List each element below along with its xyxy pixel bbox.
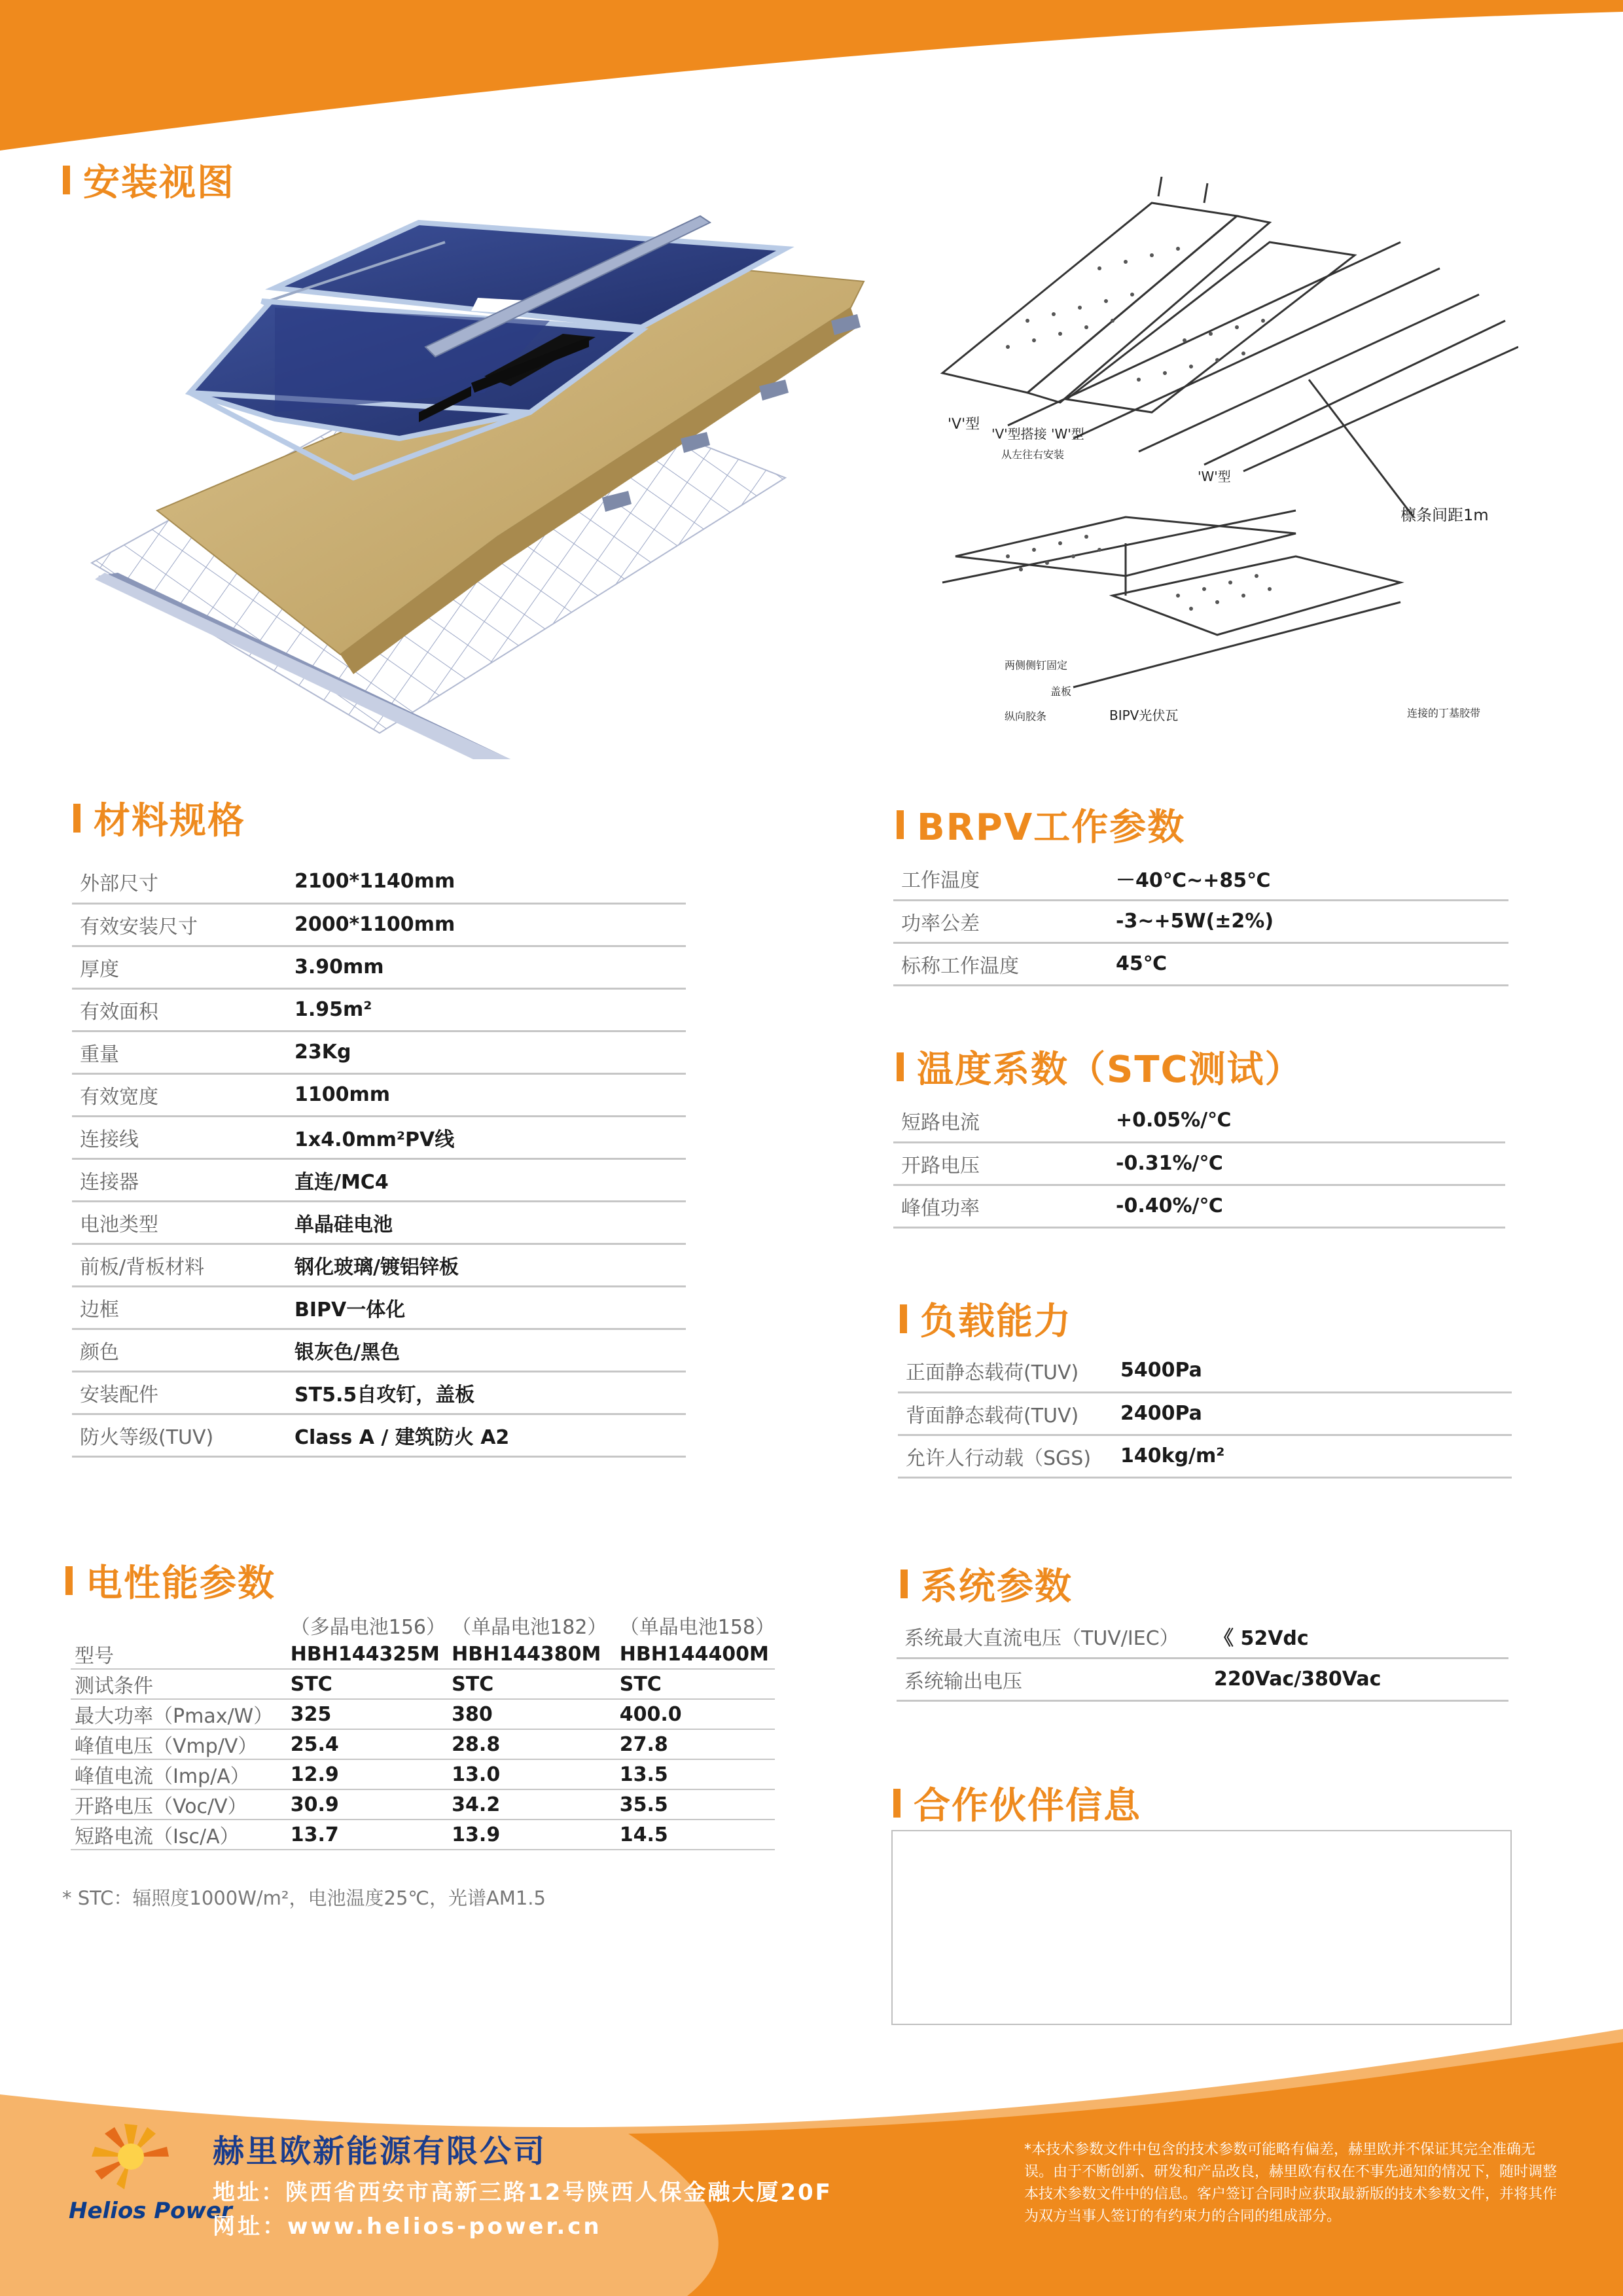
table-row: 峰值功率 -0.40%/℃ xyxy=(893,1185,1505,1227)
table-row: 系统最大直流电压（TUV/IEC） 《 52Vdc xyxy=(897,1615,1508,1658)
load-capacity-table xyxy=(898,1350,1512,1479)
svg-text:连接的丁基胶带: 连接的丁基胶带 xyxy=(1407,707,1481,719)
table-row: 有效安装尺寸 2000*1100mm xyxy=(72,903,686,946)
table-row: 边框 BIPV一体化 xyxy=(72,1286,686,1329)
table-row: 峰值电压（Vmp/V） 25.4 28.8 27.8 xyxy=(71,1729,775,1759)
table-row: 厚度 3.90mm xyxy=(72,946,686,988)
stc-note: * STC：辐照度1000W/m²，电池温度25℃，光谱AM1.5 xyxy=(62,1887,546,1909)
table-row: 开路电压（Voc/V） 30.9 34.2 35.5 xyxy=(71,1789,775,1820)
company-address: 地址：陕西省西安市高新三路12号陕西人保金融大厦20F xyxy=(213,2179,832,2206)
disclaimer-text: *本技术参数文件中包含的技术参数可能略有偏差，赫里欧并不保证其完全准确无误。由于不断创新、研发和产品改良，赫里欧有权在不事先通知的情况下，随时调整本技术参数文件中的信息。客户签订合同时应获取最新版的技术参数文件，并将其作为双方当事人签订的有约束力的合同的组成部分。 xyxy=(1024,2142,1558,2225)
system-params-title: 系统参数 xyxy=(901,1558,1073,1610)
table-row: 短路电流（Isc/A） 13.7 13.9 14.5 xyxy=(71,1820,775,1850)
table-row: 峰值电流（Imp/A） 12.9 13.0 13.5 xyxy=(71,1759,775,1789)
system-params-table xyxy=(897,1615,1508,1702)
table-row: 最大功率（Pmax/W） 325 380 400.0 xyxy=(71,1699,775,1729)
svg-text:'W'型: 'W'型 xyxy=(1198,469,1231,484)
temp-coeff-table xyxy=(893,1100,1505,1229)
table-row: 安装配件 ST5.5自攻钉，盖板 xyxy=(72,1371,686,1414)
svg-text:'V'型: 'V'型 xyxy=(948,416,980,433)
table-row: 连接线 1x4.0mm²PV线 xyxy=(72,1116,686,1158)
material-spec-title: 材料规格 xyxy=(73,792,245,844)
electrical-params-table xyxy=(71,1610,775,1850)
helios-power-logo xyxy=(85,2111,203,2202)
temp-coeff-title: 温度系数（STC测试） xyxy=(897,1041,1303,1093)
table-row: 允许人行动载（SGS) 140kg/m² xyxy=(898,1435,1512,1477)
table-row: 外部尺寸 2100*1140mm xyxy=(72,861,686,903)
svg-text:'V'型搭接 'W'型: 'V'型搭接 'W'型 xyxy=(991,426,1084,442)
table-row: 连接器 直连/MC4 xyxy=(72,1158,686,1201)
table-row: 电池类型 单晶硅电池 xyxy=(72,1201,686,1244)
table-row: 前板/背板材料 钢化玻璃/镀铝锌板 xyxy=(72,1244,686,1286)
partner-info-box xyxy=(891,1830,1512,2025)
brpv-title: BRPV工作参数 xyxy=(897,798,1185,851)
table-row: 颜色 银灰色/黑色 xyxy=(72,1329,686,1371)
table-row: 有效面积 1.95m² xyxy=(72,988,686,1031)
company-name: 赫里欧新能源有限公司 xyxy=(213,2133,547,2170)
cell-type-row: （多晶电池156） （单晶电池182） （单晶电池158） xyxy=(290,1615,775,1639)
table-row: 重量 23Kg xyxy=(72,1031,686,1073)
company-website[interactable]: 网址：www.helios-power.cn xyxy=(213,2214,602,2240)
table-row: 标称工作温度 45℃ xyxy=(893,942,1508,985)
brpv-table xyxy=(893,857,1508,986)
table-row: 型号 HBH144325M HBH144380M HBH144400M xyxy=(71,1640,775,1669)
brand-name: Helios Power xyxy=(69,2198,232,2224)
table-row: 功率公差 -3~+5W(±2%) xyxy=(893,900,1508,942)
table-row: 短路电流 +0.05%/℃ xyxy=(893,1100,1505,1142)
table-row: 工作温度 －40℃~+85℃ xyxy=(893,857,1508,900)
table-row: 有效宽度 1100mm xyxy=(72,1073,686,1116)
installation-3d-illustration xyxy=(79,196,903,759)
material-spec-table xyxy=(72,861,686,1458)
table-row: 正面静态载荷(TUV) 5400Pa xyxy=(898,1350,1512,1392)
table-row: 系统输出电压 220Vac/380Vac xyxy=(897,1658,1508,1700)
load-capacity-title: 负载能力 xyxy=(900,1293,1072,1345)
installation-technical-drawings xyxy=(929,177,1518,740)
header-banner xyxy=(0,0,1623,157)
svg-text:两侧侧钉固定: 两侧侧钉固定 xyxy=(1005,659,1068,672)
svg-text:檩条间距1m: 檩条间距1m xyxy=(1400,506,1489,524)
svg-text:从左往右安装: 从左往右安装 xyxy=(1001,448,1065,461)
partner-info-title: 合作伙伴信息 xyxy=(893,1777,1141,1829)
table-row: 背面静态载荷(TUV) 2400Pa xyxy=(898,1392,1512,1435)
svg-text:BIPV光伏瓦: BIPV光伏瓦 xyxy=(1109,708,1179,723)
table-row: 开路电压 -0.31%/℃ xyxy=(893,1142,1505,1185)
table-row: 测试条件 STC STC STC xyxy=(71,1669,775,1699)
svg-text:盖板: 盖板 xyxy=(1050,685,1072,698)
electrical-params-title: 电性能参数 xyxy=(65,1554,276,1607)
svg-text:纵向胶条: 纵向胶条 xyxy=(1005,710,1047,723)
table-row: 防火等级(TUV) Class A / 建筑防火 A2 xyxy=(72,1414,686,1456)
install-view-title: 安装视图 xyxy=(63,154,235,206)
